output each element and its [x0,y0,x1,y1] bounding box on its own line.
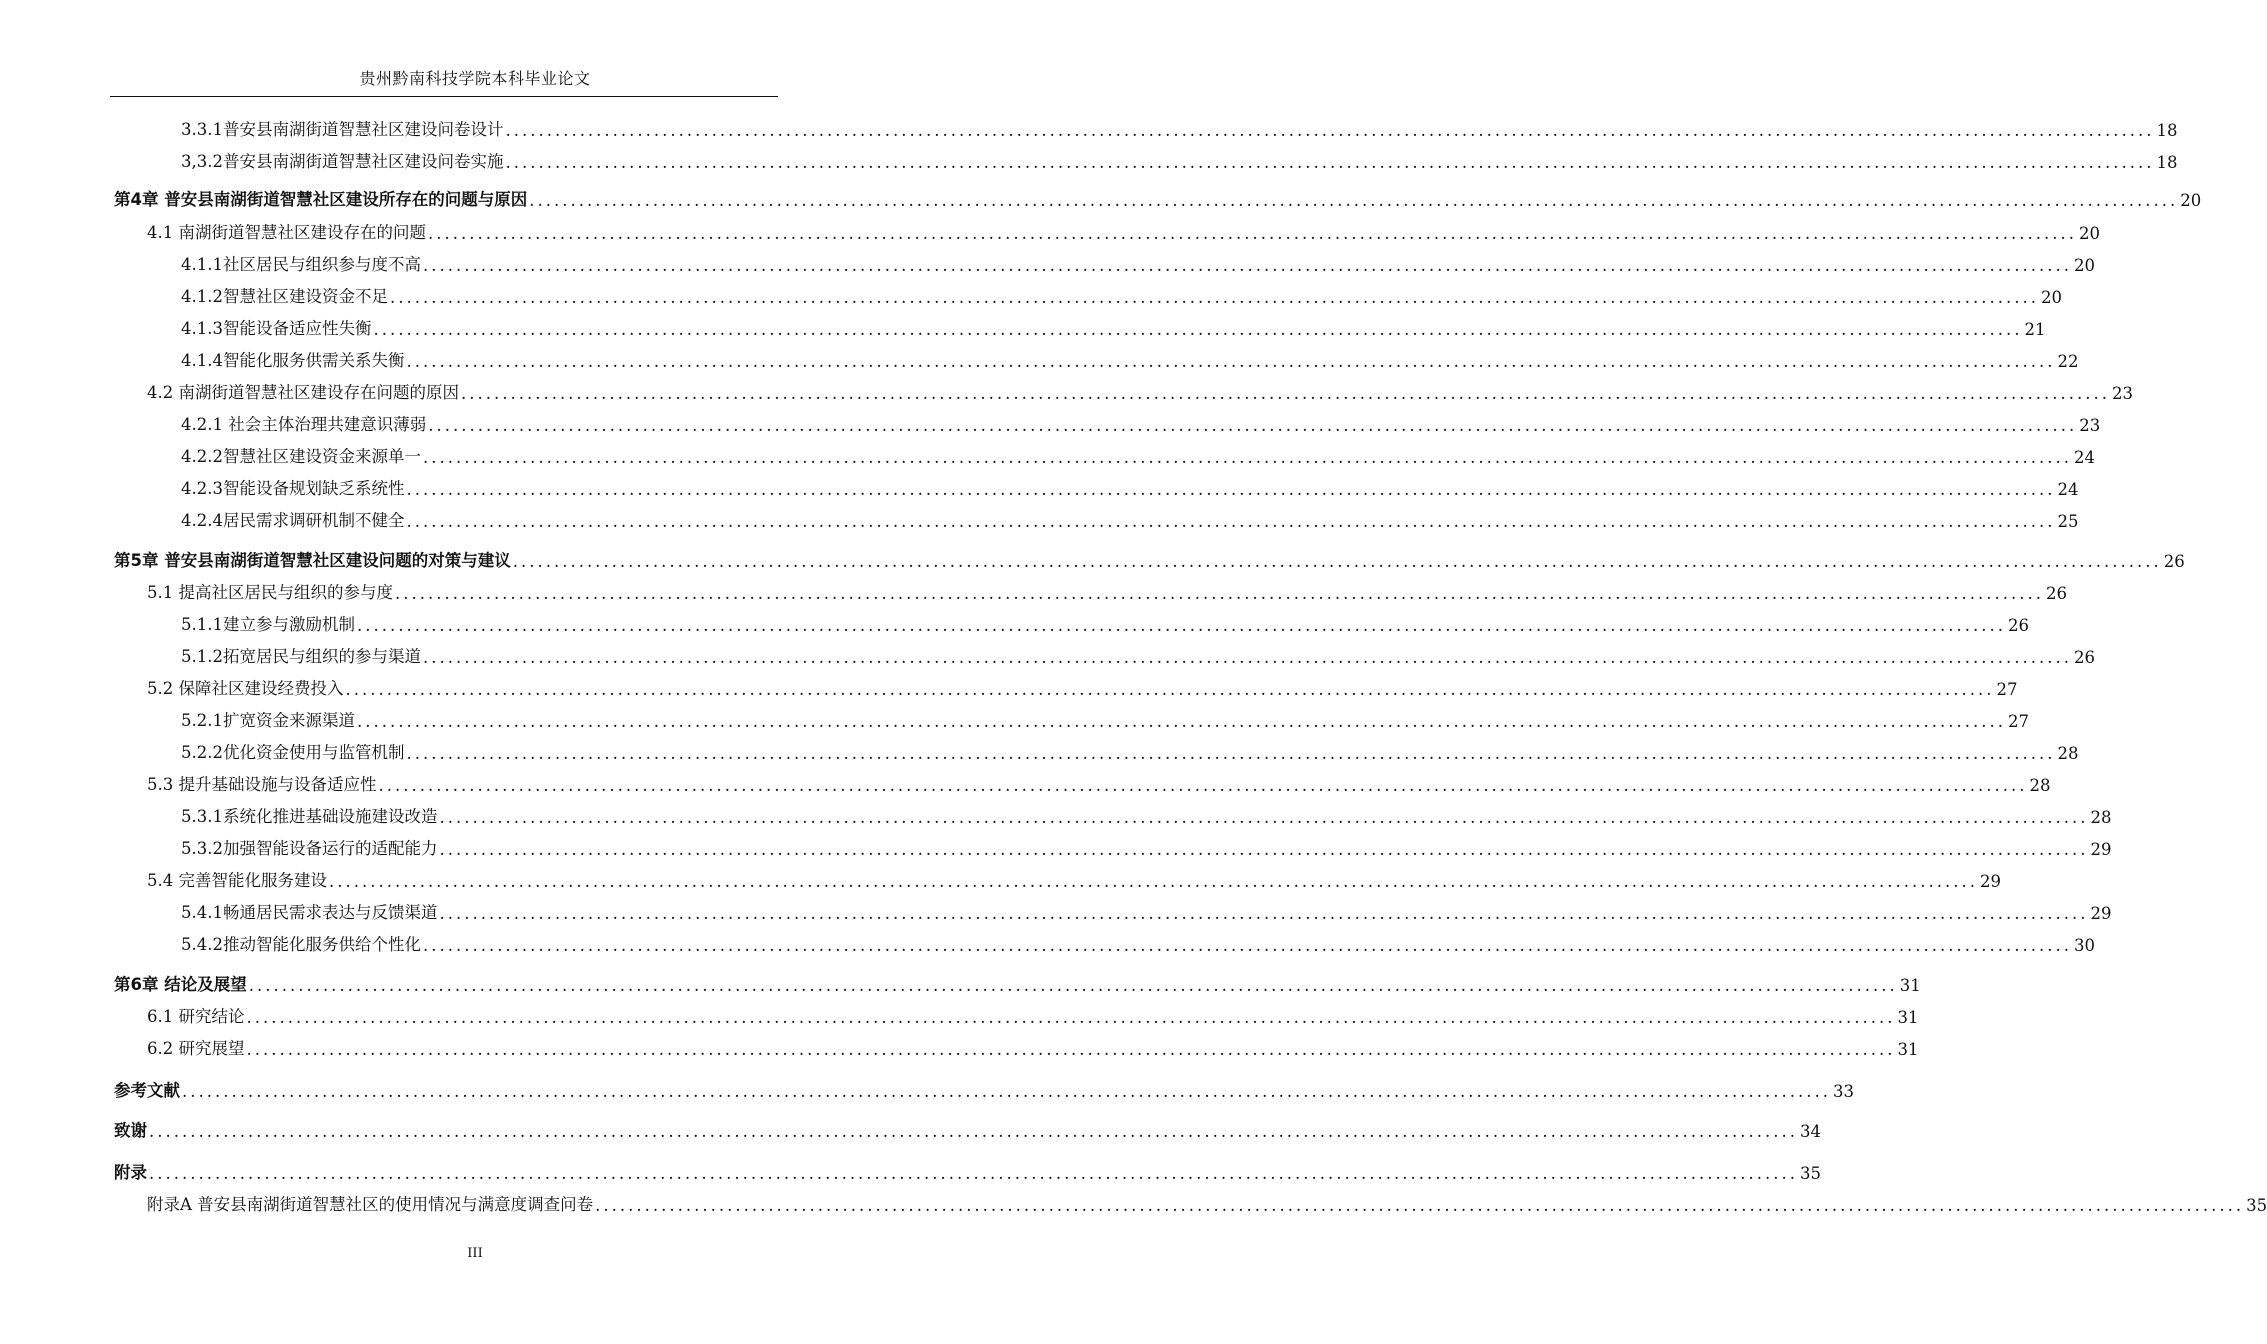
toc-entry[interactable] [181,281,2062,307]
toc-entry-title: 3,3.2普安县南湖街道智慧社区建设问卷实施 [181,152,504,171]
toc-entry[interactable] [147,769,2051,795]
toc-entry-title: 4.2.3智能设备规划缺乏系统性 [181,479,405,498]
toc-entry-page: 26 [2045,584,2067,603]
toc-entry-page: 27 [1996,680,2018,699]
toc-entry[interactable] [147,577,2067,603]
toc-dot-leader: ........................................................................................................................................................................................................ [505,121,2155,140]
toc-entry[interactable] [114,184,2202,210]
toc-entry-title: 4.2.4居民需求调研机制不健全 [181,511,405,530]
toc-entry-page: 21 [2024,320,2046,339]
toc-entry-title: 第6章 结论及展望 [114,975,247,994]
toc-entry[interactable] [114,545,2185,571]
toc-entry-page: 31 [1899,976,1921,995]
toc-entry[interactable] [147,377,2133,403]
toc-entry-title: 致谢 [114,1121,147,1140]
toc-entry[interactable] [181,345,2079,371]
toc-dot-leader: ........................................................................................................................................................................................................ [356,616,2006,635]
toc-entry-title: 4.1.3智能设备适应性失衡 [181,319,372,338]
toc-entry[interactable] [114,1157,1821,1183]
toc-entry-title: 5.2.1扩宽资金来源渠道 [181,711,355,730]
toc-entry-page: 31 [1897,1040,1919,1059]
toc-entry[interactable] [181,409,2101,435]
toc-entry-page: 29 [2090,904,2112,923]
toc-entry-page: 26 [2163,552,2185,571]
toc-dot-leader: ........................................................................................................................................................................................................ [395,584,2044,603]
toc-entry-title: 附录 [114,1163,147,1182]
toc-dot-leader: ........................................................................................................................................................................................................ [406,512,2056,531]
toc-entry-title: 5.2 保障社区建设经费投入 [147,679,344,698]
toc-dot-leader: ........................................................................................................................................................................................................ [356,712,2006,731]
page-number: III [467,1246,483,1261]
toc-entry-title: 第5章 普安县南湖街道智慧社区建设问题的对策与建议 [114,551,511,570]
toc-dot-leader: ........................................................................................................................................................................................................ [406,744,2056,763]
toc-entry-page: 29 [1979,872,2001,891]
toc-entry-title: 4.2 南湖街道智慧社区建设存在问题的原因 [147,383,459,402]
toc-dot-leader: ........................................................................................................................................................................................................ [406,480,2056,499]
toc-entry-title: 4.1.2智慧社区建设资金不足 [181,287,388,306]
toc-entry[interactable] [181,833,2112,859]
toc-entry[interactable] [181,609,2029,635]
toc-entry-title: 5.1.1建立参与激励机制 [181,615,355,634]
toc-entry-title: 参考文献 [114,1081,180,1100]
toc-entry-page: 28 [2057,744,2079,763]
toc-dot-leader: ........................................................................................................................................................................................................ [422,648,2072,667]
toc-dot-leader: ........................................................................................................................................................................................................ [428,224,2077,243]
toc-entry-page: 22 [2057,352,2079,371]
toc-entry[interactable] [147,673,2018,699]
toc-entry[interactable] [114,1075,1854,1101]
toc-entry-title: 4.1 南湖街道智慧社区建设存在的问题 [147,223,426,242]
toc-entry-page: 30 [2073,936,2095,955]
toc-entry-title: 5.1 提高社区居民与组织的参与度 [147,583,393,602]
toc-entry[interactable] [181,313,2046,339]
toc-entry-title: 6.2 研究展望 [147,1039,245,1058]
toc-dot-leader: ........................................................................................................................................................................................................ [422,448,2072,467]
toc-entry-title: 4.1.1社区居民与组织参与度不高 [181,255,421,274]
header-divider [110,96,778,97]
toc-entry-title: 3.3.1普安县南湖街道智慧社区建设问卷设计 [181,120,504,139]
toc-entry[interactable] [181,249,2095,275]
toc-entry-title: 5.3 提升基础设施与设备适应性 [147,775,377,794]
toc-dot-leader: ........................................................................................................................................................................................................ [329,872,1978,891]
toc-entry[interactable] [114,1115,1821,1141]
toc-entry-title: 5.4.1畅通居民需求表达与反馈渠道 [181,903,438,922]
toc-entry[interactable] [181,641,2095,667]
toc-entry[interactable] [181,505,2079,531]
toc-entry-title: 5.3.1系统化推进基础设施建设改造 [181,807,438,826]
toc-entry[interactable] [147,1001,1919,1027]
toc-dot-leader: ........................................................................................................................................................................................................ [439,904,2089,923]
toc-entry[interactable] [114,969,1921,995]
toc-entry-page: 24 [2057,480,2079,499]
toc-entry-page: 26 [2007,616,2029,635]
toc-entry-page: 23 [2111,384,2133,403]
toc-dot-leader: ........................................................................................................................................................................................................ [422,256,2072,275]
toc-entry-page: 35 [1799,1164,1821,1183]
toc-entry-page: 34 [1799,1122,1821,1141]
toc-entry-title: 5.4.2推动智能化服务供给个性化 [181,935,421,954]
toc-dot-leader: ........................................................................................................................................................................................................ [246,1040,1896,1059]
toc-entry-page: 25 [2057,512,2079,531]
toc-dot-leader: ........................................................................................................................................................................................................ [389,288,2039,307]
toc-entry-page: 20 [2078,224,2100,243]
toc-dot-leader: ........................................................................................................................................................................................................ [428,416,2078,435]
toc-entry-title: 4.1.4智能化服务供需关系失衡 [181,351,405,370]
toc-dot-leader: ........................................................................................................................................................................................................ [422,936,2072,955]
toc-dot-leader: ........................................................................................................................................................................................................ [512,552,2162,571]
toc-entry-page: 35 [2246,1196,2267,1215]
toc-entry[interactable] [147,1033,1919,1059]
toc-dot-leader: ........................................................................................................................................................................................................ [505,153,2155,172]
toc-entry[interactable] [147,217,2100,243]
toc-entry-title: 4.2.2智慧社区建设资金来源单一 [181,447,421,466]
toc-entry-title: 6.1 研究结论 [147,1007,245,1026]
toc-entry-page: 23 [2079,416,2101,435]
toc-dot-leader: ........................................................................................................................................................................................................ [406,352,2056,371]
toc-dot-leader: ........................................................................................................................................................................................................ [345,680,1995,699]
toc-entry-page: 33 [1832,1082,1854,1101]
toc-entry-page: 28 [2090,808,2112,827]
page-header: 贵州黔南科技学院本科毕业论文 [359,69,591,88]
toc-entry[interactable] [147,1189,2267,1215]
toc-dot-leader: ........................................................................................................................................................................................................ [246,1008,1896,1027]
toc-entry-title: 第4章 普安县南湖街道智慧社区建设所存在的问题与原因 [114,190,528,209]
toc-dot-leader: ........................................................................................................................................................................................................ [439,840,2089,859]
toc-entry-page: 26 [2073,648,2095,667]
toc-entry-page: 24 [2073,448,2095,467]
toc-entry[interactable] [147,865,2001,891]
toc-dot-leader: ........................................................................................................................................................................................................ [439,808,2089,827]
toc-entry[interactable] [181,801,2112,827]
toc-entry-page: 20 [2073,256,2095,275]
toc-dot-leader: ........................................................................................................................................................................................................ [149,1122,1798,1141]
toc-entry[interactable] [181,737,2079,763]
toc-entry-title: 5.4 完善智能化服务建设 [147,871,327,890]
toc-entry-page: 20 [2180,191,2202,210]
toc-entry[interactable] [181,897,2112,923]
toc-entry-page: 20 [2040,288,2062,307]
toc-entry-title: 5.1.2拓宽居民与组织的参与渠道 [181,647,421,666]
toc-entry-page: 28 [2029,776,2051,795]
toc-entry-title: 附录A 普安县南湖街道智慧社区的使用情况与满意度调查问卷 [147,1195,594,1214]
toc-entry[interactable] [181,473,2079,499]
toc-entry[interactable] [181,114,2178,140]
toc-entry-page: 27 [2007,712,2029,731]
toc-dot-leader: ........................................................................................................................................................................................................ [248,976,1898,995]
toc-dot-leader: ........................................................................................................................................................................................................ [461,384,2110,403]
toc-dot-leader: ........................................................................................................................................................................................................ [149,1164,1798,1183]
toc-entry-title: 4.2.1 社会主体治理共建意识薄弱 [181,415,427,434]
toc-entry[interactable] [181,929,2095,955]
toc-entry-title: 5.3.2加强智能设备运行的适配能力 [181,839,438,858]
toc-entry-page: 18 [2156,121,2178,140]
toc-dot-leader: ........................................................................................................................................................................................................ [595,1196,2245,1215]
toc-dot-leader: ........................................................................................................................................................................................................ [529,191,2179,210]
toc-dot-leader: ........................................................................................................................................................................................................ [182,1082,1831,1101]
toc-entry-page: 31 [1897,1008,1919,1027]
toc-entry-page: 29 [2090,840,2112,859]
toc-entry-title: 5.2.2优化资金使用与监管机制 [181,743,405,762]
toc-entry[interactable] [181,705,2029,731]
toc-entry[interactable] [181,441,2095,467]
toc-dot-leader: ........................................................................................................................................................................................................ [378,776,2028,795]
toc-entry[interactable] [181,146,2178,172]
toc-dot-leader: ........................................................................................................................................................................................................ [373,320,2023,339]
toc-entry-page: 18 [2156,153,2178,172]
